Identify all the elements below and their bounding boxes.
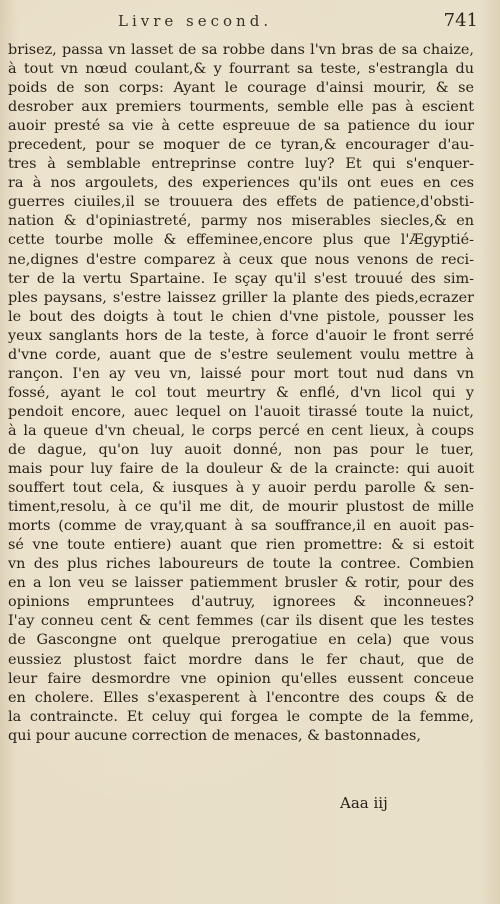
text-line: le bout des doigts à tout le chien d'vne pistole, pousser les [8, 308, 474, 325]
text-line: rançon. I'en ay veu vn, laissé pour mort tout nud dans vn [8, 365, 474, 382]
text-line: timent,resolu, à ce qu'il me dit, de mourir plustost de mille [8, 499, 474, 516]
text-line: brisez, passa vn lasset de sa robbe dans l'vn bras de sa chaize, [8, 42, 474, 58]
text-line: ne,dignes d'estre comparez à ceux que nous venons de reci- [8, 251, 474, 268]
body-text [8, 41, 474, 746]
text-line: cette tourbe molle & effeminee,encore plus que l'Ægyptié- [8, 232, 474, 249]
page-number: 741 [443, 10, 478, 31]
text-line: souffert tout cela, & iusques à y auoir perdu parolle & sen- [8, 480, 474, 497]
signature-mark: Aaa iij [340, 794, 388, 812]
text-line: leur faire desmordre vne opinion qu'elles eussent conceue [8, 670, 474, 687]
text-line: la contraincte. Et celuy qui forgea le compte de la femme, [8, 708, 474, 725]
running-head [8, 8, 492, 38]
text-line: opinions empruntees d'autruy, ignorees & inconneues? [8, 594, 474, 611]
text-line: pendoit encore, auec lequel on l'auoit tirassé toute la nuict, [8, 403, 474, 420]
text-line: de dague, qu'on luy auoit donné, non pas pour le tuer, [8, 441, 474, 458]
text-line: vn des plus riches laboureurs de toute la contree. Combien [8, 556, 474, 573]
text-line: de Gascongne ont quelque prerogatiue en cela) que vous [8, 632, 474, 649]
running-title: Livre second. [118, 12, 273, 30]
text-line: mais pour luy faire de la douleur & de la craincte: qui auoit [8, 461, 474, 478]
text-line: I'ay conneu cent & cent femmes (car ils disent que les testes [8, 613, 474, 630]
text-line: auoir presté sa vie à cette espreuue de sa patience du iour [8, 118, 474, 135]
text-line: sé vne toute entiere) auant que rien promettre: & si estoit [8, 537, 474, 554]
text-line: à tout vn nœud coulant,& y fourrant sa teste, s'estrangla du [8, 61, 474, 78]
text-line: tres à semblable entreprinse contre luy? Et qui s'enquer- [8, 156, 474, 173]
text-line: d'vne corde, auant que de s'estre seulement voulu mettre à [8, 346, 474, 363]
text-line: en cholere. Elles s'exasperent à l'encontre des coups & de [8, 689, 474, 706]
text-line: nation & d'opiniastreté, parmy nos miserables siecles,& en [8, 213, 474, 230]
text-line: poids de son corps: Ayant le courage d'ainsi mourir, & se [8, 80, 474, 97]
text-line: en a lon veu se laisser patiemment brusler & rotir, pour des [8, 575, 474, 592]
text-line: eussiez plustost faict mordre dans le fer chaut, que de [8, 651, 474, 668]
text-line: qui pour aucune correction de menaces, & bastonnades, [8, 727, 421, 744]
text-line: ter de la vertu Spartaine. Ie sçay qu'il s'est trouué des sim- [8, 270, 474, 287]
text-line: fossé, ayant le col tout meurtry & enflé, d'vn licol qui y [8, 384, 474, 401]
text-line: ples paysans, s'estre laissez griller la plante des pieds,ecrazer [8, 289, 474, 306]
text-line: ra à nos argoulets, des experiences qu'ils ont eues en ces [8, 175, 474, 192]
text-line: à la queue d'vn cheual, le corps percé en cent lieux, à coups [8, 422, 474, 439]
text-line: yeux sanglants hors de la teste, à force d'auoir le front serré [8, 327, 474, 344]
text-line: guerres ciuiles,il se trouuera des effets de patience,d'obsti- [8, 194, 474, 211]
text-line: morts (comme de vray,quant à sa souffrance,il en auoit pas- [8, 518, 474, 535]
text-line: precedent, pour se moquer de ce tyran,& encourager d'au- [8, 137, 474, 154]
text-line: desrober aux premiers tourments, semble elle pas à escient [8, 99, 474, 116]
